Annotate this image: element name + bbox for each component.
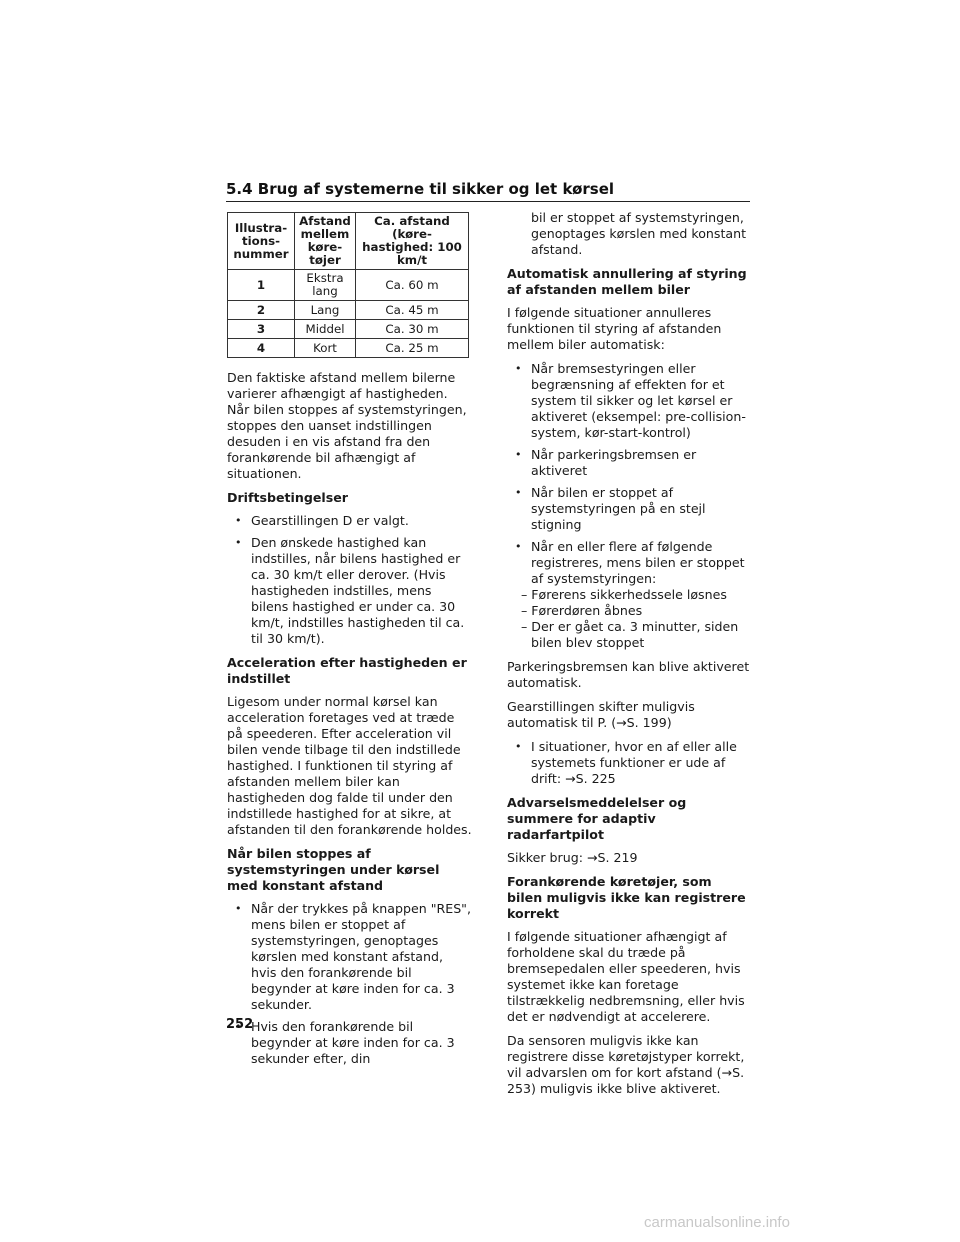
table-cell-dist: Lang <box>295 301 356 320</box>
right-column <box>507 210 751 1105</box>
table-row <box>228 339 469 358</box>
watermark: carmanualsonline.info <box>644 1214 790 1231</box>
paragraph-brake-accelerate: I følgende situationer afhængigt af forholdene skal du træde på bremsepedalen eller speederen, hvis systemet ikke kan foretage tilstrækkelig nedbremsning, eller hvis det er nødvendigt at accelerere. <box>507 929 745 1024</box>
paragraph-auto-cancel: I følgende situationer annulleres funktionen til styring af afstanden mellem biler automatisk: <box>507 305 722 352</box>
heading-operating-conditions: Driftsbetingelser <box>227 490 348 505</box>
table-header-illustration: Illustra-tions-nummer <box>228 213 295 270</box>
list-item: • Når parkeringsbremsen er aktiveret <box>507 447 751 479</box>
bullet-list-stopped <box>227 901 472 1067</box>
bullet-list-conditions <box>227 513 472 647</box>
table-cell-approx: Ca. 25 m <box>356 339 469 358</box>
table-row <box>228 301 469 320</box>
paragraph-acceleration: Ligesom under normal kørsel kan acceleration foretages ved at træde på speederen. Efter acceleration vil bilen vende tilbage til den indstillede hastighed. I funktionen til styring af afstanden mellem biler kan hastigheden dog falde til under den indstillede hastighed for at sikre, at afstanden til den forankørende holdes. <box>227 694 472 837</box>
table-row <box>228 320 469 339</box>
list-item: • Når bremsestyringen eller begrænsning af effekten for et system til sikker og let kørsel er aktiveret (eksempel: pre-collision-system, kør-start-kontrol) <box>507 361 751 441</box>
list-item: • Gearstillingen D er valgt. <box>227 513 472 529</box>
list-item: • I situationer, hvor en af eller alle systemets funktioner er ude af drift: →S. 225 <box>507 739 751 787</box>
list-item-text: Når en eller flere af følgende registreres, mens bilen er stoppet af systemstyringen: <box>531 539 745 586</box>
bullet-list-auto-cancel <box>507 361 751 651</box>
table-cell-approx: Ca. 45 m <box>356 301 469 320</box>
paragraph-distance-varies: Den faktiske afstand mellem bilerne varierer afhængigt af hastigheden. Når bilen stoppes af systemstyringen, stoppes den uanset indstillingen desuden i en vis afstand fra den forankørende bil afhængigt af situationen. <box>227 370 467 481</box>
paragraph-gear-shift: Gearstillingen skifter muligvis automatisk til P. (→S. 199) <box>507 699 695 730</box>
table-cell-dist: Middel <box>295 320 356 339</box>
list-item <box>507 539 751 651</box>
page-number: 252 <box>226 1017 254 1032</box>
header-rule <box>226 201 750 202</box>
list-item: • Når bilen er stoppet af systemstyringen på en stejl stigning <box>507 485 751 533</box>
dash-item: – Førerdøren åbnes <box>521 603 643 618</box>
left-column <box>227 212 472 1075</box>
paragraph-parking-brake: Parkeringsbremsen kan blive aktiveret automatisk. <box>507 659 750 690</box>
heading-stopped-by-system: Når bilen stoppes af systemstyringen under kørsel med konstant afstand <box>227 846 440 893</box>
heading-acceleration: Acceleration efter hastigheden er indstillet <box>227 655 467 686</box>
heading-auto-cancel: Automatisk annullering af styring af afstanden mellem biler <box>507 266 747 297</box>
section-header: 5.4 Brug af systemerne til sikker og let kørsel <box>226 180 615 198</box>
table-cell-dist: Ekstra lang <box>295 270 356 301</box>
dash-item: – Førerens sikkerhedssele løsnes <box>521 587 727 602</box>
table-cell-num: 1 <box>228 270 295 301</box>
paragraph-continuation: bil er stoppet af systemstyringen, genoptages kørslen med konstant afstand. <box>531 210 747 257</box>
paragraph-sensor-warning: Da sensoren muligvis ikke kan registrere disse køretøjstyper korrekt, vil advarslen om for kort afstand (→S. 253) muligvis ikke blive aktiveret. <box>507 1033 745 1096</box>
table-header-distance: Afstand mellem køre-tøjer <box>295 213 356 270</box>
distance-table <box>227 212 469 358</box>
table-cell-num: 2 <box>228 301 295 320</box>
table-row <box>228 270 469 301</box>
table-cell-num: 3 <box>228 320 295 339</box>
list-item: • Hvis den forankørende bil begynder at køre inden for ca. 3 sekunder efter, din <box>227 1019 472 1067</box>
heading-undetected-vehicles: Forankørende køretøjer, som bilen muligvis ikke kan registrere korrekt <box>507 874 746 921</box>
table-cell-approx: Ca. 60 m <box>356 270 469 301</box>
table-header-row <box>228 213 469 270</box>
table-cell-num: 4 <box>228 339 295 358</box>
list-item: • Den ønskede hastighed kan indstilles, når bilens hastighed er ca. 30 km/t eller derover. (Hvis hastigheden indstilles, mens bilens hastighed er under ca. 30 km/t, indstilles hastigheden til ca. til 30 km/t). <box>227 535 472 647</box>
dash-list <box>507 587 751 651</box>
list-item: • Når der trykkes på knappen "RES", mens bilen er stoppet af systemstyringen, genoptages kørslen med konstant afstand, hvis den forankørende bil begynder at køre inden for ca. 3 sekunder. <box>227 901 472 1013</box>
table-cell-approx: Ca. 30 m <box>356 320 469 339</box>
table-header-approx: Ca. afstand (køre-hastighed: 100 km/t <box>356 213 469 270</box>
paragraph-safe-use: Sikker brug: →S. 219 <box>507 850 638 865</box>
bullet-list-malfunction <box>507 739 751 787</box>
table-cell-dist: Kort <box>295 339 356 358</box>
heading-warnings: Advarselsmeddelelser og summere for adaptiv radarfartpilot <box>507 795 687 842</box>
dash-item: – Der er gået ca. 3 minutter, siden bilen blev stoppet <box>521 619 739 650</box>
